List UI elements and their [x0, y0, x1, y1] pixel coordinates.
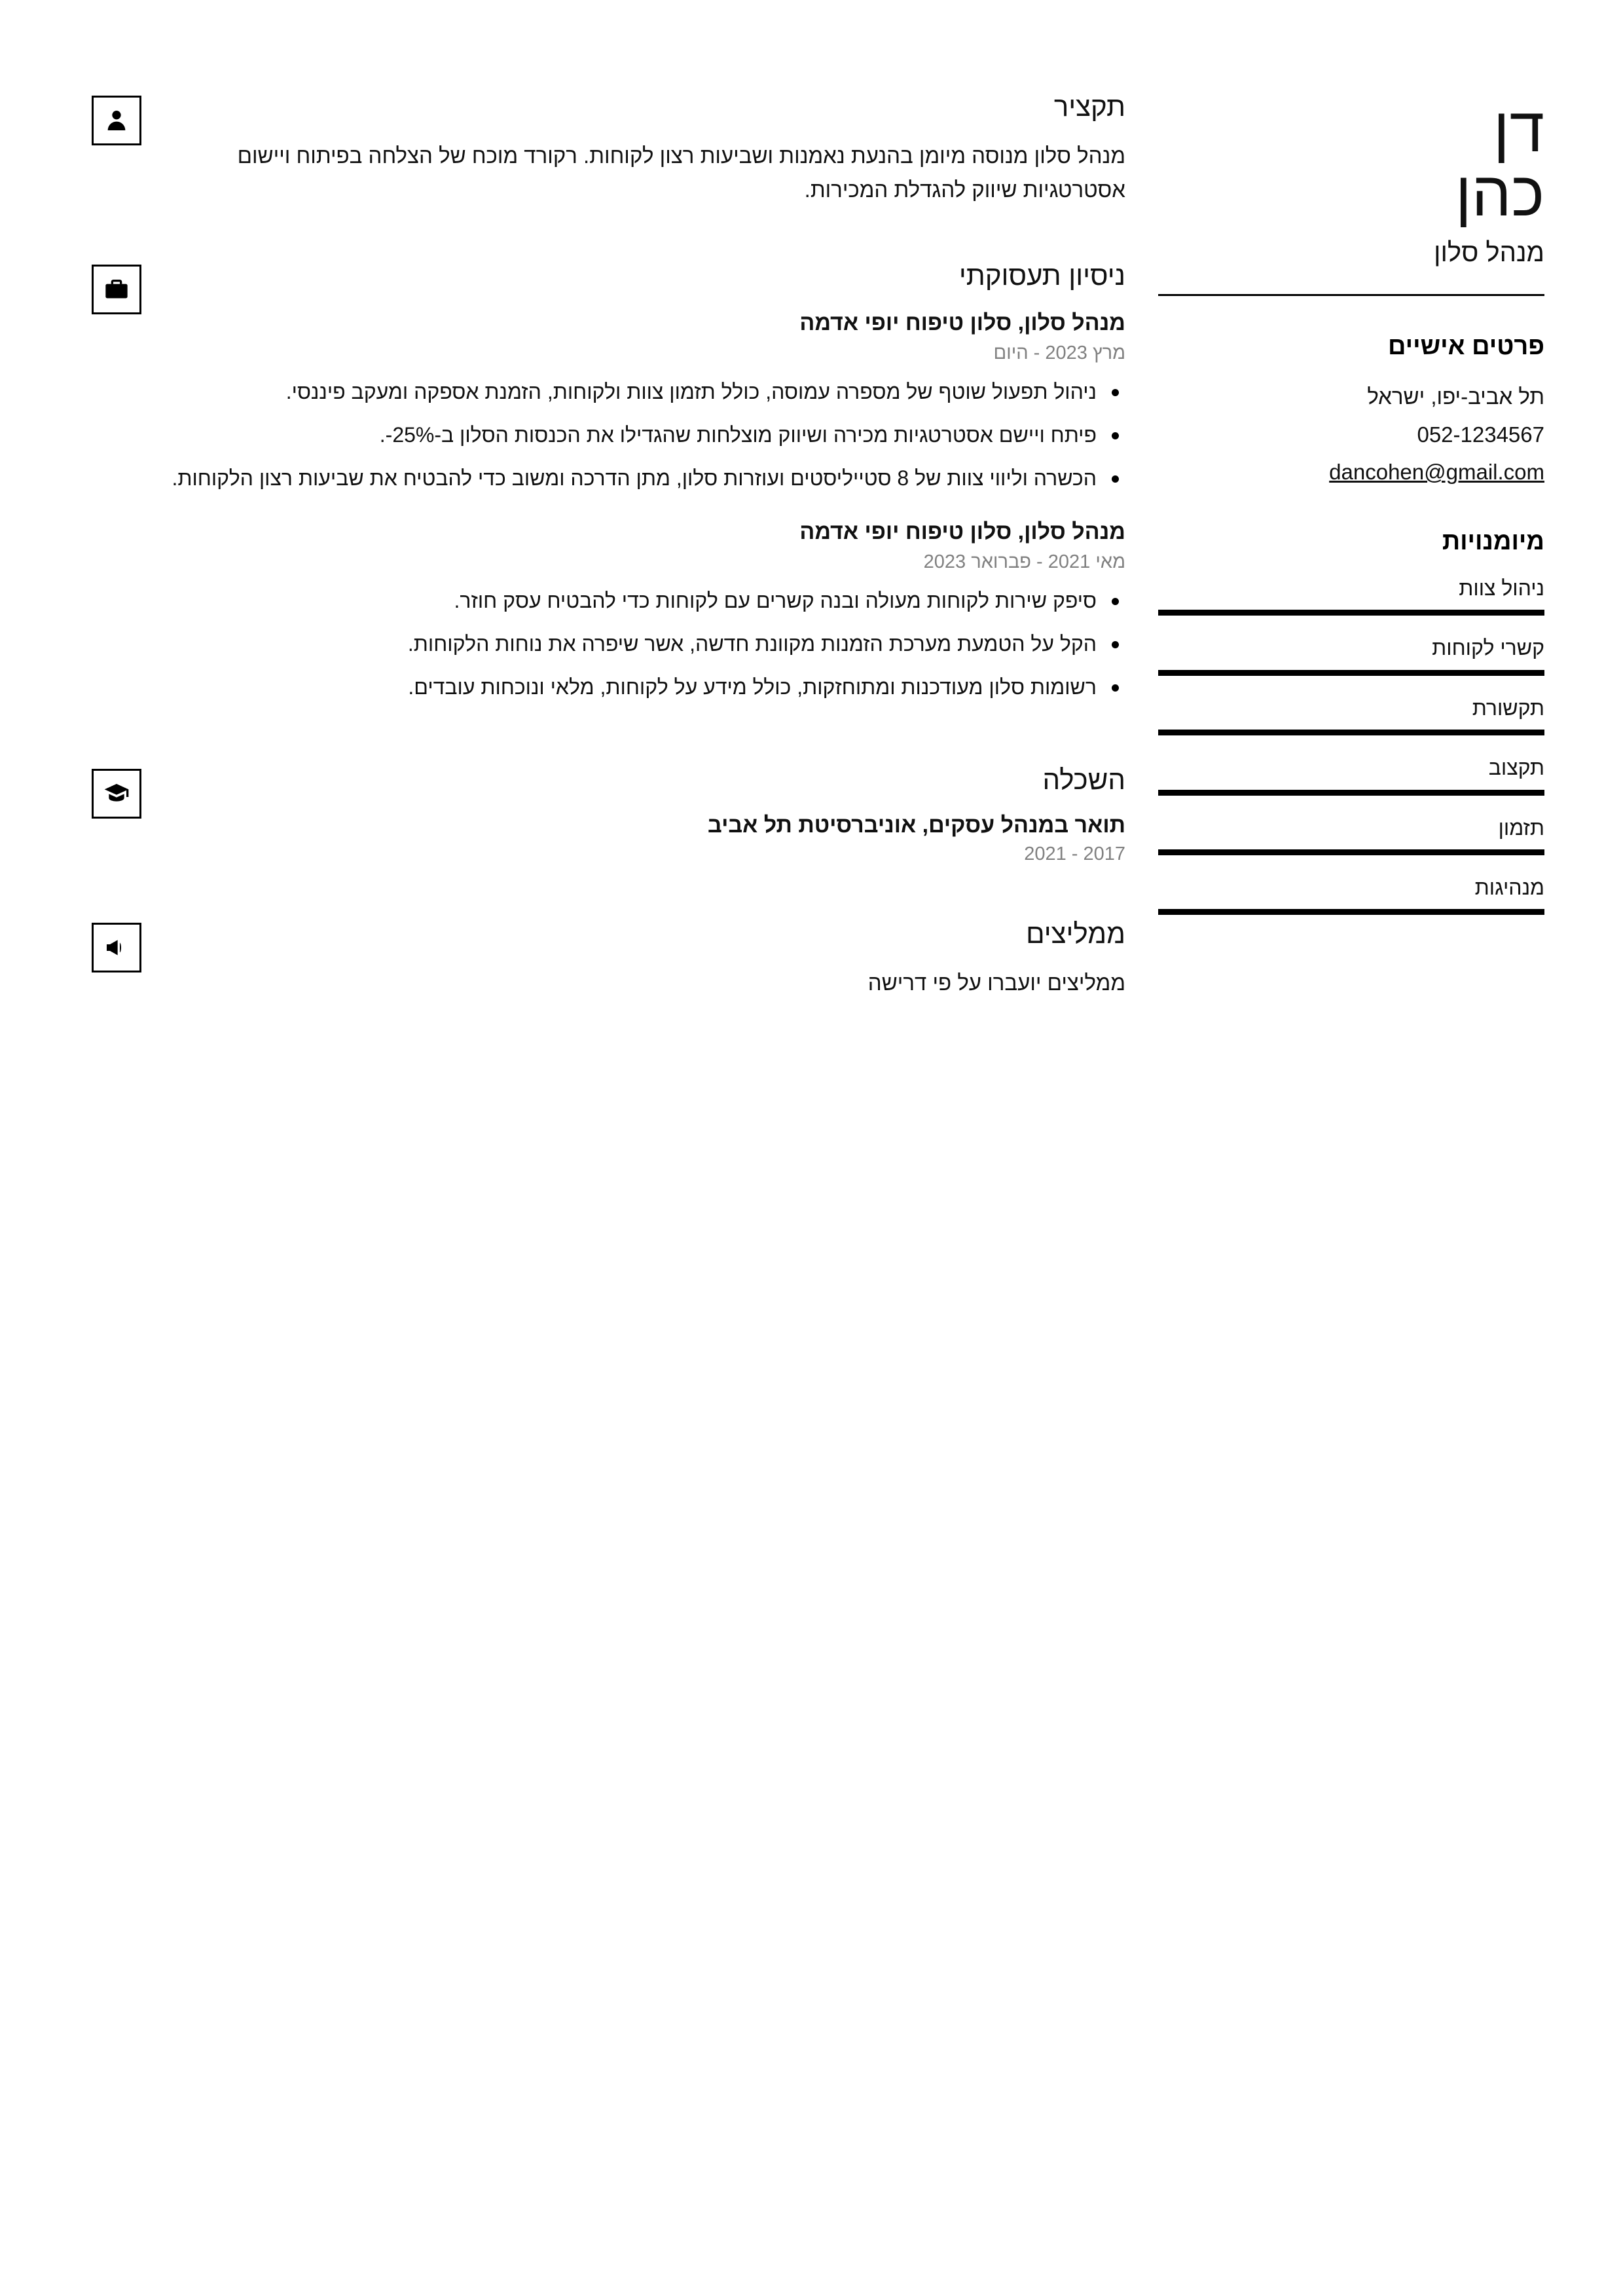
job-bullets — [164, 376, 1125, 495]
job-dates: מאי 2021 - פברואר 2023 — [923, 551, 1125, 572]
job-bullet: רשומות סלון מעודכנות ומתוחזקות, כולל מידע על לקוחות, מלאי ונוכחות עובדים. — [164, 671, 1125, 704]
summary-body — [164, 92, 1125, 207]
experience-item — [164, 517, 1125, 704]
education-body — [164, 765, 1125, 864]
name-block — [1158, 95, 1544, 268]
experience-body — [164, 261, 1125, 726]
skill-label: תזמון — [1498, 815, 1544, 840]
briefcase-icon — [92, 265, 141, 314]
job-heading: מנהל סלון, סלון טיפוח יופי אדמה — [799, 310, 1125, 335]
graduation-cap-icon — [92, 769, 141, 819]
references-title: ממליצים — [1026, 917, 1125, 949]
references-text: ממליצים יועברו על פי דרישה — [867, 970, 1125, 995]
experience-title: ניסיון תעסוקתי — [958, 260, 1125, 291]
job-dates: מרץ 2023 - היום — [993, 342, 1125, 363]
last-name: כהן — [1455, 158, 1544, 229]
skill-label: תקשורת — [1472, 695, 1544, 720]
skill-label: מנהיגות — [1474, 876, 1544, 900]
job-bullet: פיתח ויישם אסטרטגיות מכירה ושיווק מוצלחות שהגדילו את הכנסות הסלון ב-25%-. — [164, 419, 1125, 452]
email-link[interactable]: dancohen@gmail.com — [1329, 460, 1544, 485]
education-title: השכלה — [1042, 764, 1125, 796]
skill-bar — [1158, 849, 1544, 855]
job-bullet: סיפק שירות לקוחות מעולה ובנה קשרים עם לקוחות כדי להבטיח עסק חוזר. — [164, 585, 1125, 618]
skill-item — [1158, 573, 1544, 616]
section-summary — [92, 92, 1125, 207]
skills-title: מיומנויות — [1442, 528, 1544, 556]
skill-item — [1158, 693, 1544, 735]
skill-bar — [1158, 909, 1544, 915]
skill-label: תקצוב — [1488, 756, 1544, 780]
phone-text: 052-1234567 — [1417, 422, 1544, 447]
skill-item — [1158, 752, 1544, 795]
job-heading: מנהל סלון, סלון טיפוח יופי אדמה — [799, 519, 1125, 544]
summary-text: מנהל סלון מנוסה מיומן בהנעת נאמנות ושביעות רצון לקוחות. רקורד מוכח של הצלחה בפיתוח ויישום אסטרטגיות שיווק להגדלת המכירות. — [237, 143, 1125, 202]
job-bullets — [164, 585, 1125, 704]
job-bullet: ניהול תפעול שוטף של מספרה עמוסה, כולל תזמון צוות ולקוחות, הזמנת אספקה ומעקב פיננסי. — [164, 376, 1125, 409]
skill-label: קשרי לקוחות — [1432, 636, 1544, 660]
main-column — [65, 92, 1152, 1008]
skill-bar — [1158, 790, 1544, 796]
skill-bar — [1158, 610, 1544, 616]
address-text: תל אביב-יפו, ישראל — [1367, 384, 1544, 409]
skill-bar — [1158, 670, 1544, 676]
megaphone-icon — [92, 923, 141, 972]
references-body — [164, 919, 1125, 1000]
education-heading: תואר במנהל עסקים, אוניברסיטת תל אביב — [708, 812, 1125, 838]
section-references — [92, 919, 1125, 1000]
job-bullet: הקל על הטמעת מערכת הזמנות מקוונת חדשה, אשר שיפרה את נוחות הלקוחות. — [164, 628, 1125, 661]
skill-label: ניהול צוות — [1459, 576, 1544, 601]
section-education — [92, 765, 1125, 864]
skill-bar — [1158, 730, 1544, 735]
header-job-title: מנהל סלון — [1434, 238, 1544, 267]
summary-title: תקציר — [1053, 91, 1125, 122]
section-experience — [92, 261, 1125, 726]
personal-details-title: פרטים אישיים — [1388, 332, 1544, 360]
skill-item — [1158, 872, 1544, 915]
skill-item — [1158, 813, 1544, 855]
first-name: דן — [1493, 95, 1544, 165]
person-icon — [92, 96, 141, 145]
education-dates: 2017 - 2021 — [1024, 843, 1125, 864]
experience-item — [164, 308, 1125, 495]
resume-layout — [0, 0, 1623, 1008]
header-divider — [1158, 294, 1544, 296]
job-bullet: הכשרה וליווי צוות של 8 סטייליסטים ועוזרות סלון, מתן הדרכה ומשוב כדי להבטיח את שביעות רצון הלקוחות. — [164, 462, 1125, 495]
sidebar-column — [1152, 92, 1558, 1008]
skill-item — [1158, 633, 1544, 675]
